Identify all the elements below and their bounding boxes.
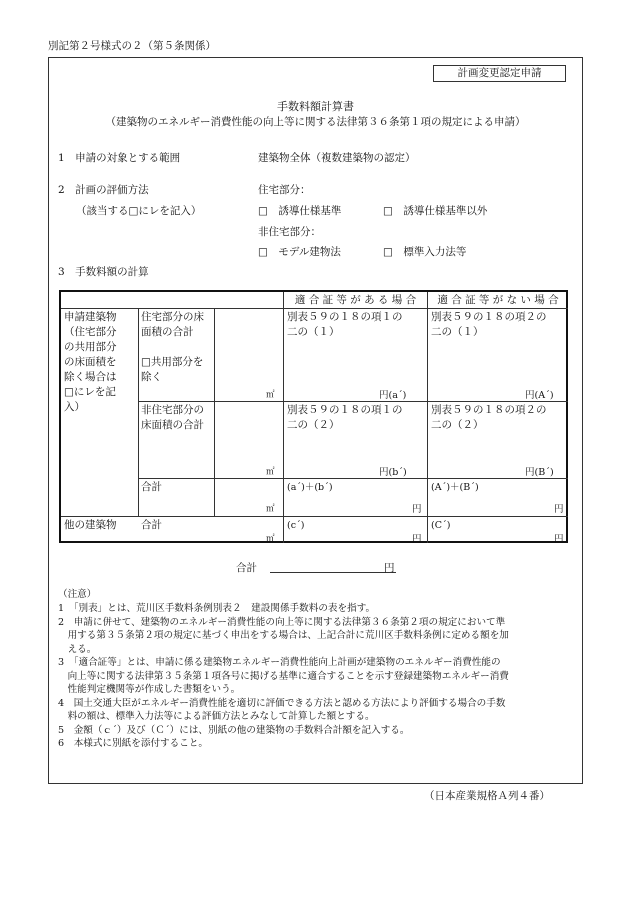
yen-A: 円(A´) [525,390,554,401]
c-large: (C´) [431,520,451,531]
note-line: 3 「適合証等」とは、申請に係る建築物エネルギー消費性能向上計画が建築物のエネルギー消費性能の [58,657,501,668]
grand-total-field[interactable] [270,572,396,573]
fee-table [59,290,568,543]
note-line: 4 国土交通大臣がエネルギー消費性能を適切に評価できる方法と認める方法により評価する場合の手数 [58,697,506,709]
section1-label: 1 申請の対象とする範囲 [58,152,181,164]
form-title: 別記第２号様式の２（第５条関係） [48,40,216,52]
yen-sum-large: 円 [554,504,564,515]
note-line: 用する第３５条第２項の規定に基づく申出をする場合は、上記合計に荒川区手数料条例に定める額を加 [58,630,509,641]
note-line: 6 本様式に別紙を添付すること。 [58,738,209,749]
note-line: 料の額は、標準入力法等による評価方法とみなして計算した額とする。 [58,711,375,722]
unit-m2: ㎡ [266,390,275,400]
ref-with-cert-1: 別表５９の１８の項１の 二の（１） [287,311,403,338]
col-header-with-cert: 適 合 証 等 が あ る 場 合 [294,294,417,306]
nonresidential-floor-area-label: 非住宅部分の 床面積の合計 [141,404,204,431]
ref-with-cert-2: 別表５９の１８の項１の 二の（２） [287,404,403,431]
sum-with-cert: (a´)＋(b´) [287,482,333,493]
notes-title: （注意） [58,589,97,600]
section2-note: （該当する□にレを記入） [76,205,202,217]
paper-standard: （日本産業規格Ａ列４番） [424,790,550,802]
col-header-without-cert: 適 合 証 等 が な い 場 合 [437,294,559,306]
note-line: 性能判定機関等が作成した書類をいう。 [58,684,241,695]
unit-m2: ㎡ [266,467,275,477]
note-line: 2 申請に併せて、建築物のエネルギー消費性能の向上等に関する法律第３６条第２項の規定において準 [58,616,506,628]
yen-a: 円(a´) [379,390,407,401]
unit-m2: ㎡ [266,534,275,544]
nonresidential-label: 非住宅部分： [258,226,321,238]
other-building-label: 他の建築物 [64,519,117,531]
option-res-other[interactable]: □ 誘導仕様基準以外 [383,205,488,217]
yen-c-large: 円 [554,534,564,545]
grand-total-label: 合計 [236,562,257,574]
unit-m2: ㎡ [266,504,275,514]
note-line: 5 金額（ｃ´）及び（Ｃ´）には、別紙の他の建築物の手数料合計額を記入する。 [58,724,410,736]
yen-c-small: 円 [412,534,422,545]
grand-total-unit: 円 [384,562,395,574]
other-total-label: 合計 [141,519,162,531]
residential-floor-area-label: 住宅部分の床 面積の合計 [141,311,204,338]
yen-b: 円(b´) [379,467,407,478]
ref-without-cert-1: 別表５９の１８の項２の 二の（１） [431,311,547,338]
option-res-guided-spec[interactable]: □ 誘導仕様基準 [258,205,342,217]
application-type-box: 計画変更認定申請 [433,65,566,82]
section1-value: 建築物全体（複数建築物の認定） [258,152,416,164]
option-nonres-standard[interactable]: □ 標準入力法等 [383,246,467,258]
section2-label: 2 計画の評価方法 [58,184,149,196]
notes-list [58,602,509,751]
note-line: 1 「別表」とは、荒川区手数料条例別表２ 建設関係手数料の表を指す。 [58,603,376,614]
section3-label: 3 手数料額の計算 [58,266,149,278]
document-title: 手数料額計算書 [277,100,354,113]
document-subtitle: （建築物のエネルギー消費性能の向上等に関する法律第３６条第１項の規定による申請） [105,116,526,128]
common-part-exclude-checkbox[interactable]: □共用部分を 除く [141,356,204,383]
ref-without-cert-2: 別表５９の１８の項２の 二の（２） [431,404,547,431]
option-nonres-model[interactable]: □ モデル建物法 [258,246,341,258]
sum-without-cert: (A´)＋(B´) [431,482,479,493]
yen-B: 円(B´) [525,467,554,478]
yen-sum-small: 円 [412,504,422,515]
residential-label: 住宅部分： [258,184,311,196]
note-line: える。 [58,643,97,655]
c-small: (c´) [287,520,305,531]
subtotal-label: 合計 [141,481,162,493]
note-line: 向上等に関する法律第３５条第１項各号に掲げる基準に適合することを示す登録建築物エネルギー消費 [58,670,509,682]
applicant-building-label: 申請建築物 （住宅部分 の共用部分 の床面積を 除く場合は □にレを記 入） [64,311,117,413]
